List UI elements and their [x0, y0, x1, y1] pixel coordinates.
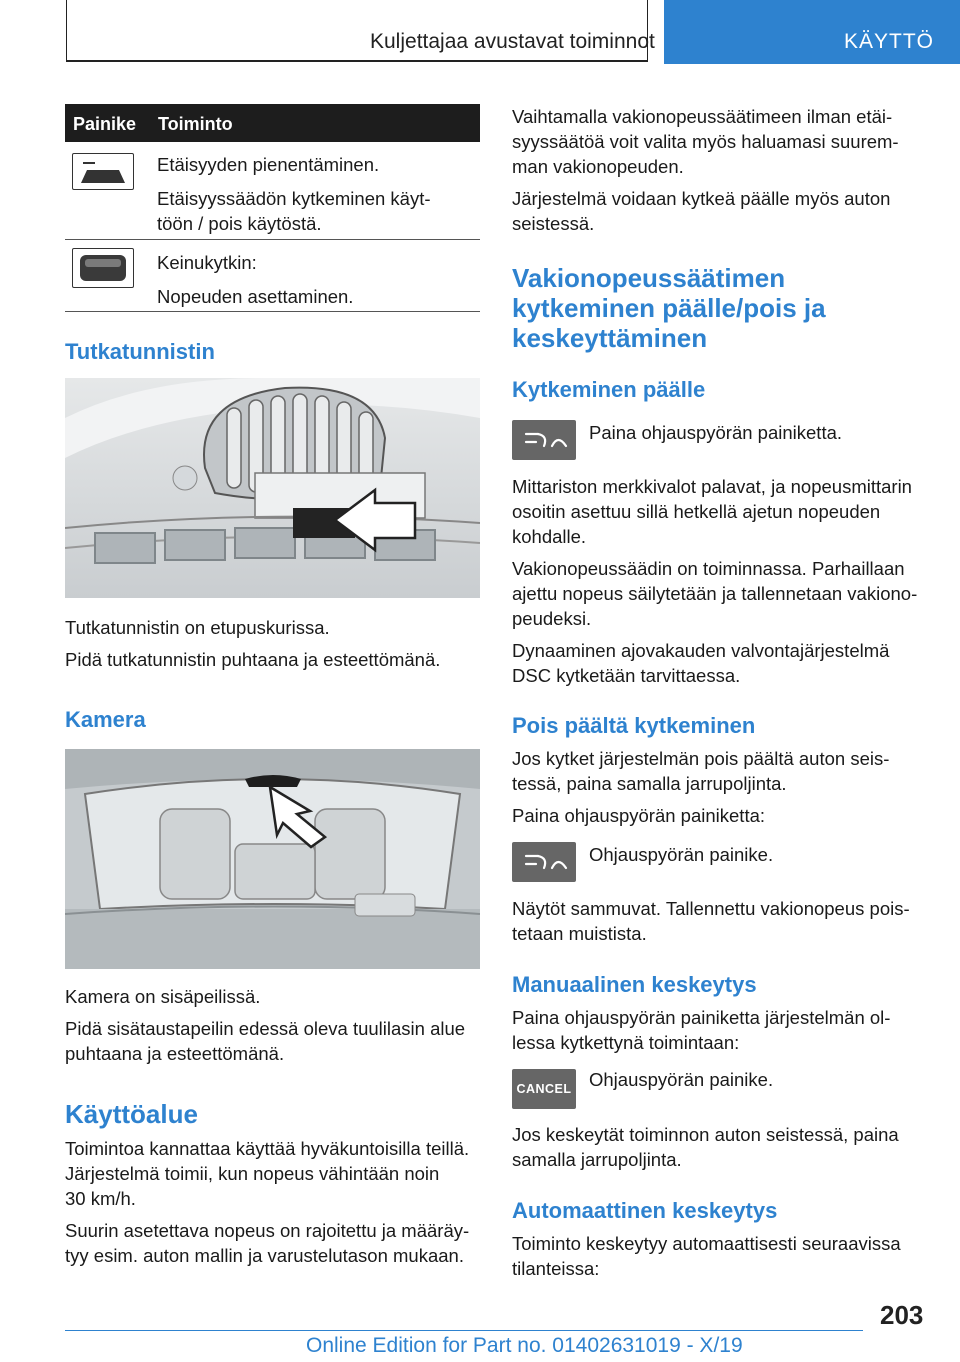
paragraph: puhtaana ja esteettömänä. — [65, 1043, 285, 1064]
camera-text — [65, 984, 480, 1066]
auto-interrupt-heading: Automaattinen keskeytys — [512, 1198, 778, 1223]
paragraph: seistessä. — [512, 213, 595, 234]
range-text — [65, 1136, 485, 1268]
paragraph: Pidä sisätaustapeilin edessä oleva tuulilasin alue — [65, 1018, 466, 1039]
paragraph: Ohjauspyörän painike. — [589, 1069, 774, 1090]
table-cell-text: Keinukytkin: — [157, 252, 257, 273]
cruise-control-button-icon — [512, 842, 576, 882]
rocker-switch-icon — [72, 248, 134, 288]
main-heading-line: kytkeminen päälle/pois ja — [512, 293, 826, 323]
paragraph: Paina ohjauspyörän painiketta: — [512, 805, 766, 826]
paragraph: ajettu nopeus säilytetään ja tallennetaan vakiono- — [512, 583, 918, 604]
radar-photo — [65, 378, 480, 598]
manual-text-2 — [512, 1122, 932, 1172]
paragraph: Kamera on sisäpeilissä. — [65, 986, 261, 1007]
paragraph: Jos kytket järjestelmän pois päältä auton seis- — [512, 748, 890, 769]
camera-heading: Kamera — [65, 707, 146, 732]
switch-off-heading: Pois päältä kytkeminen — [512, 713, 756, 738]
chapter-tab-label: KÄYTTÖ — [844, 30, 935, 53]
paragraph: samalla jarrupoljinta. — [512, 1149, 682, 1170]
paragraph: Järjestelmä voidaan kytkeä päälle myös auton — [512, 188, 891, 209]
auto-text — [512, 1231, 932, 1281]
intro-text — [512, 104, 932, 236]
paragraph: Vakionopeussäädin on toiminnassa. Parhaillaan — [512, 558, 905, 579]
paragraph: osoitin asettuu sillä hetkellä ajetun nopeuden — [512, 501, 881, 522]
page-number: 203 — [880, 1300, 924, 1330]
switch-off-text-2 — [512, 896, 932, 946]
paragraph: Vaihtamalla vakionopeussäätimeen ilman etäi- — [512, 106, 893, 127]
table-row-1 — [157, 152, 477, 236]
paragraph: tilanteissa: — [512, 1258, 600, 1279]
paragraph: Paina ohjauspyörän painiketta. — [589, 422, 843, 443]
paragraph: tessä, paina samalla jarrupoljinta. — [512, 773, 787, 794]
paragraph: Dynaaminen ajovakauden valvontajärjestelmä — [512, 640, 890, 661]
footer-divider — [65, 1330, 863, 1331]
section-title: Kuljettajaa avustavat toiminnot — [370, 30, 655, 53]
cancel-button-icon — [512, 1069, 576, 1109]
paragraph: Suurin asetettava nopeus on rajoitettu ja määräy- — [65, 1220, 470, 1241]
paragraph: Pidä tutkatunnistin puhtaana ja esteettömänä. — [65, 649, 441, 670]
paragraph: syyssäätöä voit valita myös haluamasi suurem- — [512, 131, 899, 152]
paragraph: 30 km/h. — [65, 1188, 136, 1209]
switch-on-heading: Kytkeminen päälle — [512, 377, 706, 402]
table-col-button: Painike — [73, 114, 137, 134]
paragraph: Paina ohjauspyörän painiketta järjestelmän ol- — [512, 1007, 891, 1028]
distance-button-icon — [72, 153, 134, 190]
main-heading — [512, 263, 932, 353]
switch-off-text — [512, 746, 932, 828]
manual-interrupt-heading: Manuaalinen keskeytys — [512, 972, 757, 997]
paragraph: man vakionopeuden. — [512, 156, 684, 177]
paragraph: peudeksi. — [512, 608, 592, 629]
range-heading: Käyttöalue — [65, 1099, 198, 1129]
camera-photo — [65, 749, 480, 969]
paragraph: lessa kytkettynä toimintaan: — [512, 1032, 740, 1053]
cruise-control-button-icon — [512, 420, 576, 460]
paragraph: tetaan muistista. — [512, 923, 647, 944]
paragraph: DSC kytketään tarvittaessa. — [512, 665, 741, 686]
paragraph: Tutkatunnistin on etupuskurissa. — [65, 617, 330, 638]
table-cell-text: Nopeuden asettaminen. — [157, 286, 354, 307]
paragraph: Ohjauspyörän painike. — [589, 844, 774, 865]
table-header — [65, 104, 480, 142]
table-divider — [65, 311, 480, 312]
table-cell-text: töön / pois käytöstä. — [157, 213, 322, 234]
paragraph: Toiminto keskeytyy automaattisesti seuraavissa — [512, 1233, 901, 1254]
paragraph: Järjestelmä toimii, kun nopeus vähintään noin — [65, 1163, 440, 1184]
table-cell-text: Etäisyyden pienentäminen. — [157, 154, 380, 175]
paragraph: Jos keskeytät toiminnon auton seistessä, paina — [512, 1124, 899, 1145]
paragraph: Näytöt sammuvat. Tallennettu vakionopeus pois- — [512, 898, 910, 919]
paragraph: Toimintoa kannattaa käyttää hyväkuntoisilla teillä. — [65, 1138, 470, 1159]
table-cell-text: Etäisyyssäädön kytkeminen käyt- — [157, 188, 431, 209]
paragraph: tyy esim. auton mallin ja varustelutason mukaan. — [65, 1245, 464, 1266]
manual-text — [512, 1005, 932, 1055]
table-col-function: Toiminto — [158, 114, 233, 134]
paragraph: kohdalle. — [512, 526, 587, 547]
edition-link[interactable]: Online Edition for Part no. 01402631019 - X/19 — [306, 1334, 743, 1357]
main-heading-line: Vakionopeussäätimen — [512, 263, 786, 293]
switch-on-text — [512, 474, 932, 688]
paragraph: Mittariston merkkivalot palavat, ja nopeusmittarin — [512, 476, 912, 497]
cancel-label: CANCEL — [516, 1082, 572, 1096]
table-divider — [65, 239, 480, 240]
main-heading-line: keskeyttäminen — [512, 323, 708, 353]
table-row-2 — [157, 250, 477, 309]
radar-heading: Tutkatunnistin — [65, 339, 215, 364]
radar-text — [65, 615, 480, 672]
